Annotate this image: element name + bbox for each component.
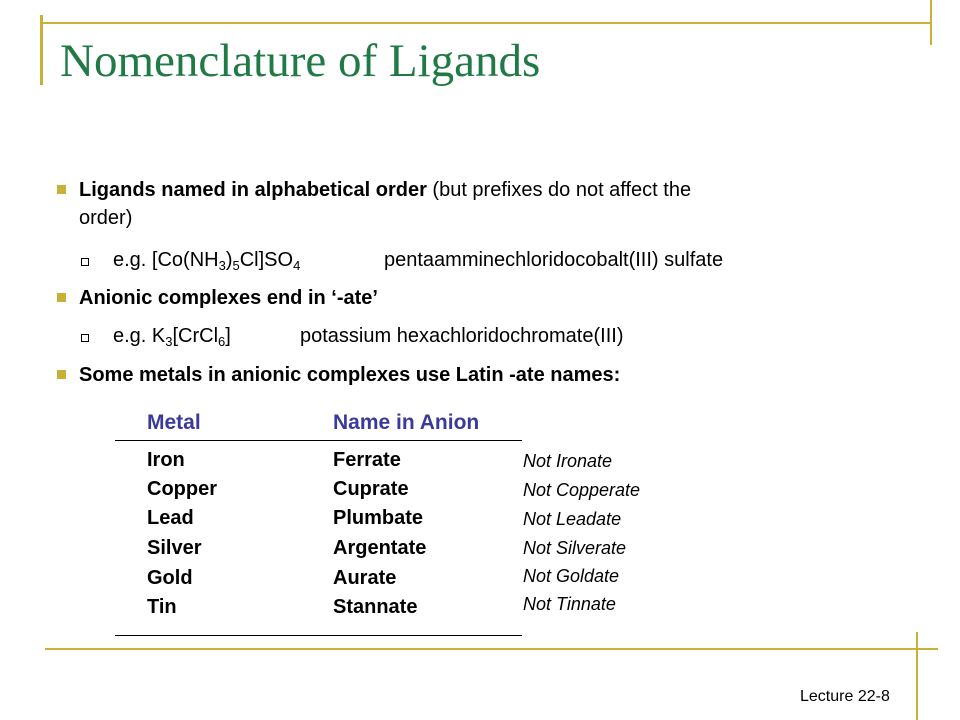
formula-part: ] xyxy=(225,325,231,347)
example-chromate-complex xyxy=(113,323,231,349)
table-cell-metal: Silver xyxy=(147,537,202,559)
bullet-square-icon xyxy=(57,370,66,379)
frame-line-bottom xyxy=(45,648,938,650)
table-header-metal: Metal xyxy=(147,411,201,434)
example-chromate-name: potassium hexachloridochromate(III) xyxy=(300,325,624,347)
table-note: Not Ironate xyxy=(523,451,613,471)
table-header-anion: Name in Anion xyxy=(333,411,480,434)
bullet-alphabetical-order xyxy=(79,177,691,203)
table-cell-metal: Tin xyxy=(147,596,177,618)
table-bottom-rule xyxy=(115,635,522,636)
frame-line-top xyxy=(40,22,932,24)
formula-part: Cl]SO xyxy=(239,249,294,271)
formula-subscript: 5 xyxy=(232,258,240,273)
bullet-square-icon xyxy=(57,293,66,302)
bullet-bold-text: Ligands named in alphabetical order xyxy=(79,179,427,201)
bullet-bold-text: Some metals in anionic complexes use Latin -ate names: xyxy=(79,364,621,386)
table-cell-anion: Cuprate xyxy=(333,478,409,500)
formula-subscript: 3 xyxy=(165,334,173,349)
formula-part: ) xyxy=(225,249,233,271)
bullet-anionic-ate xyxy=(79,285,378,311)
table-note: Not Leadate xyxy=(523,509,622,529)
table-cell-anion: Ferrate xyxy=(333,449,401,471)
example-cobalt-complex xyxy=(113,247,300,273)
sub-bullet-icon xyxy=(81,334,89,342)
bullet-latin-names xyxy=(79,362,620,388)
table-cell-anion: Aurate xyxy=(333,567,397,589)
table-cell-metal: Copper xyxy=(147,478,217,500)
footer-lecture-number: Lecture 22-8 xyxy=(800,688,890,705)
formula-subscript: 4 xyxy=(293,258,301,273)
table-cell-metal: Gold xyxy=(147,567,193,589)
table-note: Not Silverate xyxy=(523,538,627,558)
example-cobalt-name: pentaamminechloridocobalt(III) sulfate xyxy=(384,249,724,271)
sub-bullet-icon xyxy=(81,258,89,266)
bullet-continuation: order) xyxy=(79,207,133,229)
bullet-bold-text: Anionic complexes end in ‘-ate’ xyxy=(79,287,378,309)
table-header-rule xyxy=(115,440,522,441)
bullet-square-icon xyxy=(57,185,66,194)
table-note: Not Tinnate xyxy=(523,594,616,614)
bullet-rest-text: (but prefixes do not affect the xyxy=(426,179,692,201)
formula-part: e.g. K xyxy=(113,325,166,347)
slide-title: Nomenclature of Ligands xyxy=(60,35,541,87)
frame-line-footer xyxy=(916,632,918,720)
frame-line-left xyxy=(40,15,43,85)
formula-part: e.g. [Co(NH xyxy=(113,249,219,271)
table-cell-metal: Lead xyxy=(147,507,194,529)
table-cell-anion: Argentate xyxy=(333,537,427,559)
table-note: Not Goldate xyxy=(523,566,620,586)
formula-subscript: 6 xyxy=(218,334,226,349)
frame-line-right xyxy=(930,0,932,45)
table-cell-metal: Iron xyxy=(147,449,185,471)
table-cell-anion: Stannate xyxy=(333,596,418,618)
table-note: Not Copperate xyxy=(523,480,641,500)
formula-part: [CrCl xyxy=(172,325,219,347)
formula-subscript: 3 xyxy=(218,258,226,273)
table-cell-anion: Plumbate xyxy=(333,507,424,529)
